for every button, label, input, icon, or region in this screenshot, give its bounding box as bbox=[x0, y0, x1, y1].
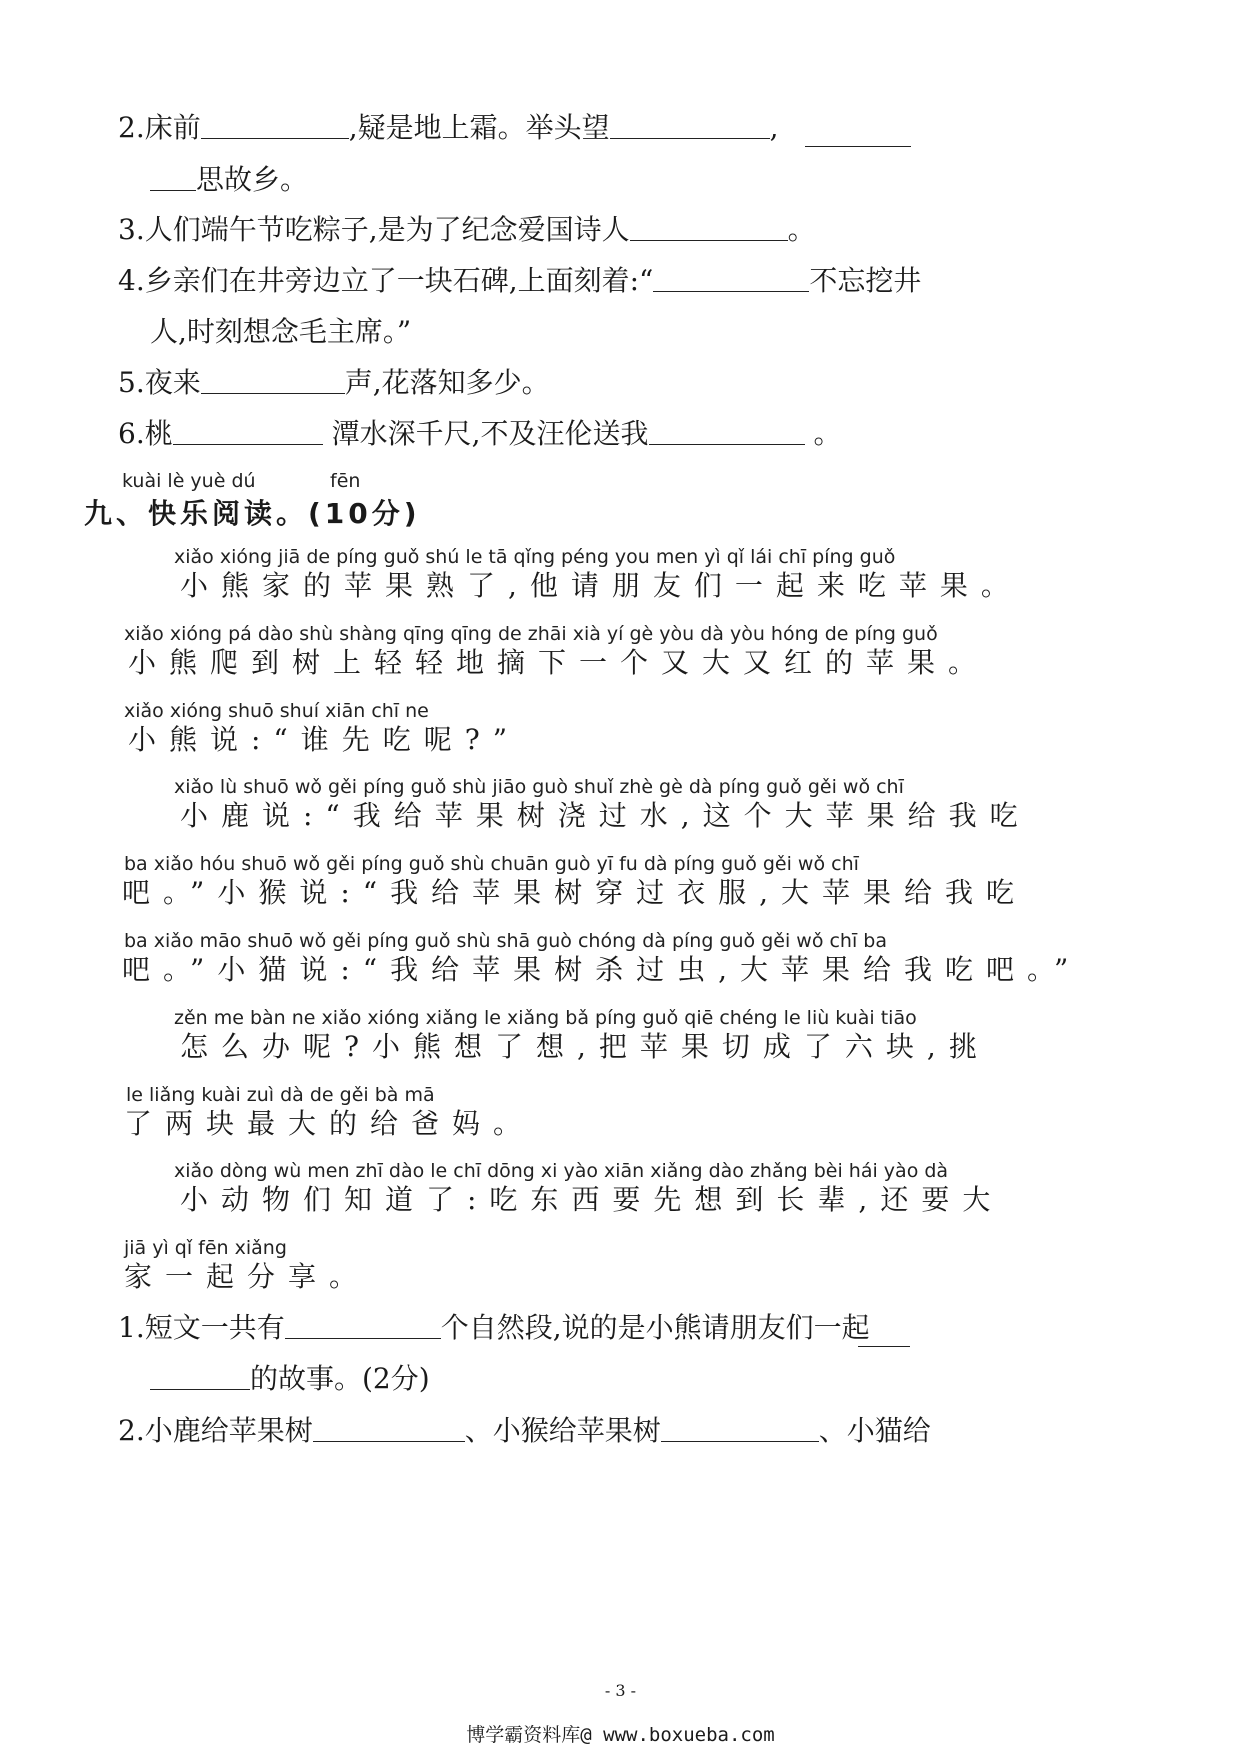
q8-item-2-cont: 思故乡。 bbox=[150, 160, 308, 200]
answer-blank[interactable] bbox=[150, 164, 196, 191]
q8-item-6: 6.桃 潭水深千尺,不及汪伦送我 。 bbox=[118, 417, 842, 450]
answer-blank[interactable] bbox=[649, 418, 805, 445]
title-pinyin-score: fēn bbox=[330, 470, 361, 492]
answer-blank[interactable] bbox=[201, 112, 349, 139]
answer-blank[interactable] bbox=[858, 1320, 910, 1347]
reading-question-2: 2.小鹿给苹果树 、小猴给苹果树 、小猫给 bbox=[118, 1414, 931, 1447]
pinyin-line: xiǎo lù shuō wǒ gěi píng guǒ shù jiāo guò shuǐ zhè gè dà píng guǒ gěi wǒ chī bbox=[174, 776, 904, 798]
answer-blank[interactable] bbox=[630, 214, 788, 241]
q8-item-4-cont: 人,时刻想念毛主席。” bbox=[150, 315, 412, 348]
passage-line: 了两块最大的给爸妈。 bbox=[124, 1107, 535, 1140]
answer-blank[interactable] bbox=[313, 1415, 465, 1442]
q8-item-4: 4.乡亲们在井旁边立了一块石碑,上面刻着:“ 不忘挖井 bbox=[118, 264, 922, 297]
pinyin-line: jiā yì qǐ fēn xiǎng bbox=[124, 1237, 287, 1259]
pinyin-line: le liǎng kuài zuì dà de gěi bà mā bbox=[126, 1084, 435, 1106]
pinyin-line: xiǎo xióng jiā de píng guǒ shú le tā qǐng péng you men yì qǐ lái chī píng guǒ bbox=[174, 546, 896, 568]
pinyin-line: xiǎo xióng shuō shuí xiān chī ne bbox=[124, 700, 429, 722]
answer-blank[interactable] bbox=[805, 120, 911, 147]
passage-line: 小鹿说:“我给苹果树浇过水,这个大苹果给我吃 bbox=[180, 799, 1031, 832]
title-pinyin: kuài lè yuè dú bbox=[122, 470, 256, 492]
passage-line: 小动物们知道了:吃东西要先想到长辈,还要大 bbox=[180, 1183, 1004, 1216]
pinyin-line: ba xiǎo māo shuō wǒ gěi píng guǒ shù shā guò chóng dà píng guǒ gěi wǒ chī ba bbox=[124, 930, 887, 952]
answer-blank[interactable] bbox=[173, 418, 323, 445]
pinyin-line: ba xiǎo hóu shuō wǒ gěi píng guǒ shù chuān guò yī fu dà píng guǒ gěi wǒ chī bbox=[124, 853, 859, 875]
passage-line: 吧。”小猴说:“我给苹果树穿过衣服,大苹果给我吃 bbox=[122, 876, 1027, 909]
answer-blank[interactable] bbox=[201, 367, 345, 394]
answer-blank[interactable] bbox=[150, 1363, 250, 1390]
pinyin-line: xiǎo dòng wù men zhī dào le chī dōng xi yào xiān xiǎng dào zhǎng bèi hái yào dà bbox=[174, 1160, 949, 1182]
passage-line: 家一起分享。 bbox=[124, 1260, 371, 1293]
passage-line: 怎么办呢?小熊想了想,把苹果切成了六块,挑 bbox=[180, 1030, 990, 1063]
passage-line: 吧。”小猫说:“我给苹果树杀过虫,大苹果给我吃吧。” bbox=[122, 953, 1082, 986]
pinyin-line: xiǎo xióng pá dào shù shàng qīng qīng de zhāi xià yí gè yòu dà yòu hóng de píng guǒ bbox=[124, 623, 938, 645]
passage-line: 小熊说:“谁先吃呢?” bbox=[128, 723, 521, 756]
q8-item-2: 2.床前 ,疑是地上霜。举头望 , bbox=[118, 111, 779, 144]
reading-question-1-cont: 的故事。(2分) bbox=[150, 1359, 430, 1399]
pinyin-line: zěn me bàn ne xiǎo xióng xiǎng le xiǎng bǎ píng guǒ qiē chéng le liù kuài tiāo bbox=[174, 1007, 917, 1029]
page-number: - 3 - bbox=[604, 1681, 637, 1700]
answer-blank[interactable] bbox=[285, 1312, 441, 1339]
reading-question-1: 1.短文一共有 个自然段,说的是小熊请朋友们一起 bbox=[118, 1311, 870, 1344]
passage-line: 小熊爬到树上轻轻地摘下一个又大又红的苹果。 bbox=[128, 646, 990, 679]
q8-item-3: 3.人们端午节吃粽子,是为了纪念爱国诗人 。 bbox=[118, 213, 816, 246]
answer-blank[interactable] bbox=[653, 265, 809, 292]
section-title: 九、快乐阅读。(10分) bbox=[84, 497, 421, 530]
answer-blank[interactable] bbox=[610, 112, 770, 139]
passage-line: 小熊家的苹果熟了,他请朋友们一起来吃苹果。 bbox=[180, 569, 1022, 602]
source-watermark: 博学霸资料库@ www.boxueba.com bbox=[466, 1724, 775, 1746]
answer-blank[interactable] bbox=[661, 1415, 819, 1442]
q8-item-5: 5.夜来 声,花落知多少。 bbox=[118, 366, 550, 399]
